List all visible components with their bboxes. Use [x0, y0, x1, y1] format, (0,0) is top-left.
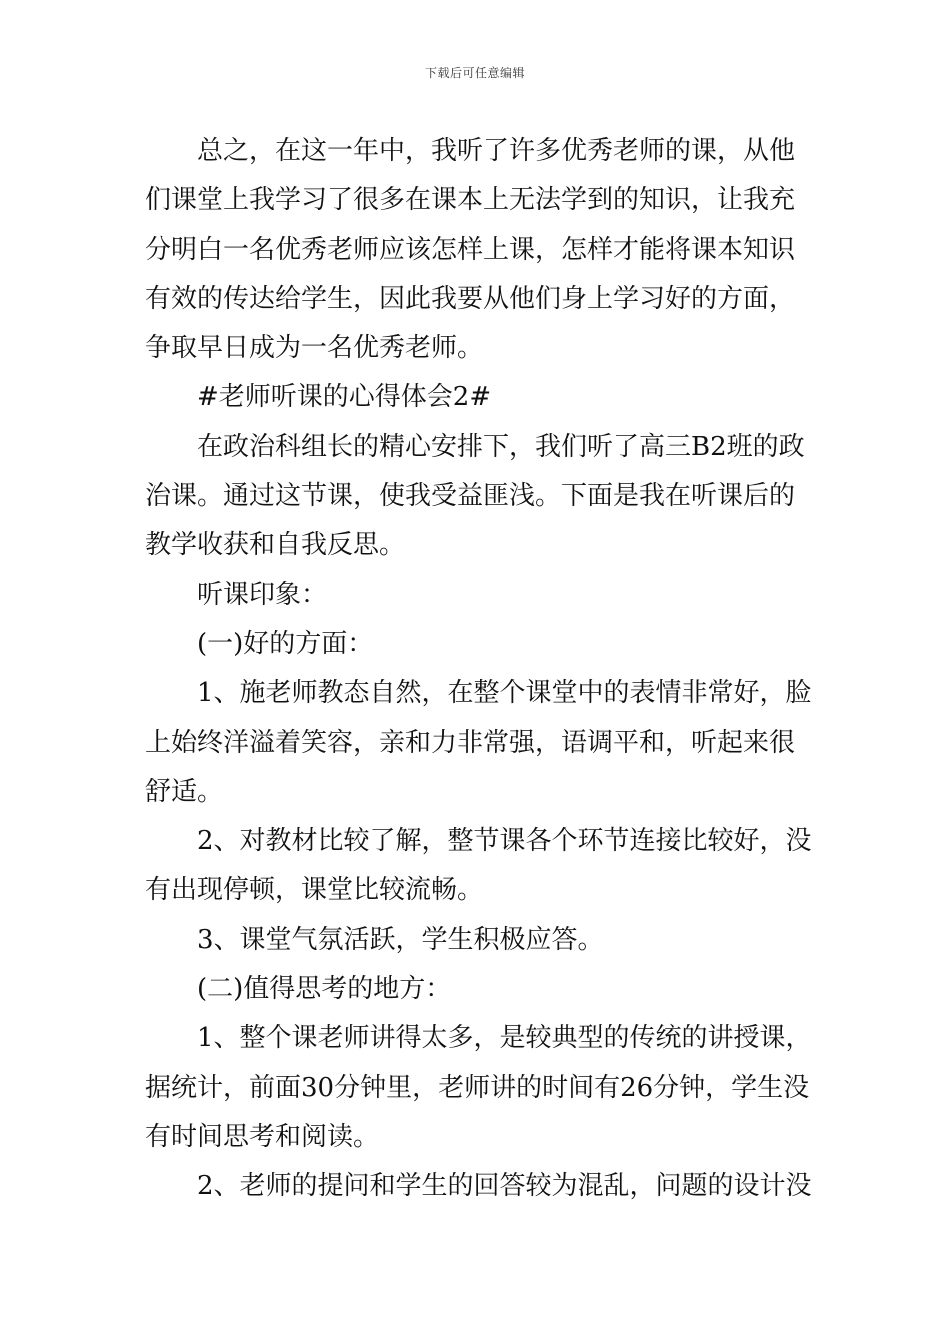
- text-line: 争取早日成为一名优秀老师。: [145, 333, 484, 364]
- text-line: 据统计，前面30分钟里，老师讲的时间有26分钟，学生没: [145, 1072, 810, 1103]
- text-line: 在政治科组长的精心安排下，我们听了高三B2班的政: [197, 431, 805, 462]
- page-header-note: 下载后可任意编辑: [424, 66, 525, 80]
- text-line: 治课。通过这节课，使我受益匪浅。下面是我在听课后的: [145, 481, 796, 512]
- text-line: 舒适。: [145, 776, 224, 807]
- text-line: 听课印象：: [197, 579, 328, 610]
- list-item-good-1: [145, 669, 813, 817]
- subheading-reflection: [145, 965, 813, 1014]
- paragraph-intro: [145, 423, 813, 571]
- text-line: 有效的传达给学生，因此我要从他们身上学习好的方面，: [145, 283, 796, 314]
- document-body: [145, 127, 813, 1212]
- text-line: (一)好的方面：: [197, 628, 374, 659]
- text-line: 1、施老师教态自然，在整个课堂中的表情非常好，脸: [197, 678, 812, 709]
- text-line: 1、整个课老师讲得太多，是较典型的传统的讲授课，: [197, 1023, 812, 1054]
- text-line: 分明白一名优秀老师应该怎样上课，怎样才能将课本知识: [145, 234, 796, 265]
- subheading-good-aspects: [145, 620, 813, 669]
- text-line: 教学收获和自我反思。: [145, 530, 406, 561]
- heading-line: #老师听课的心得体会2#: [197, 382, 492, 413]
- text-line: 3、课堂气氛活跃，学生积极应答。: [197, 924, 604, 955]
- text-line: 上始终洋溢着笑容，亲和力非常强，语调平和，听起来很: [145, 727, 796, 758]
- text-line: 们课堂上我学习了很多在课本上无法学到的知识，让我充: [145, 185, 796, 216]
- section-heading: [145, 373, 813, 422]
- text-line: 总之，在这一年中，我听了许多优秀老师的课，从他: [197, 136, 796, 166]
- text-line: (二)值得思考的地方：: [197, 974, 452, 1005]
- list-item-good-2: [145, 817, 813, 916]
- text-line: 有时间思考和阅读。: [145, 1121, 380, 1152]
- text-line: 2、对教材比较了解，整节课各个环节连接比较好，没: [197, 826, 812, 857]
- list-item-good-3: [145, 916, 813, 965]
- paragraph-summary: [145, 127, 813, 373]
- list-item-reflect-2: [145, 1162, 813, 1211]
- text-line: 2、老师的提问和学生的回答较为混乱，问题的设计没: [197, 1171, 812, 1202]
- subheading-impression: [145, 571, 813, 620]
- text-line: 有出现停顿，课堂比较流畅。: [145, 875, 484, 906]
- list-item-reflect-1: [145, 1014, 813, 1162]
